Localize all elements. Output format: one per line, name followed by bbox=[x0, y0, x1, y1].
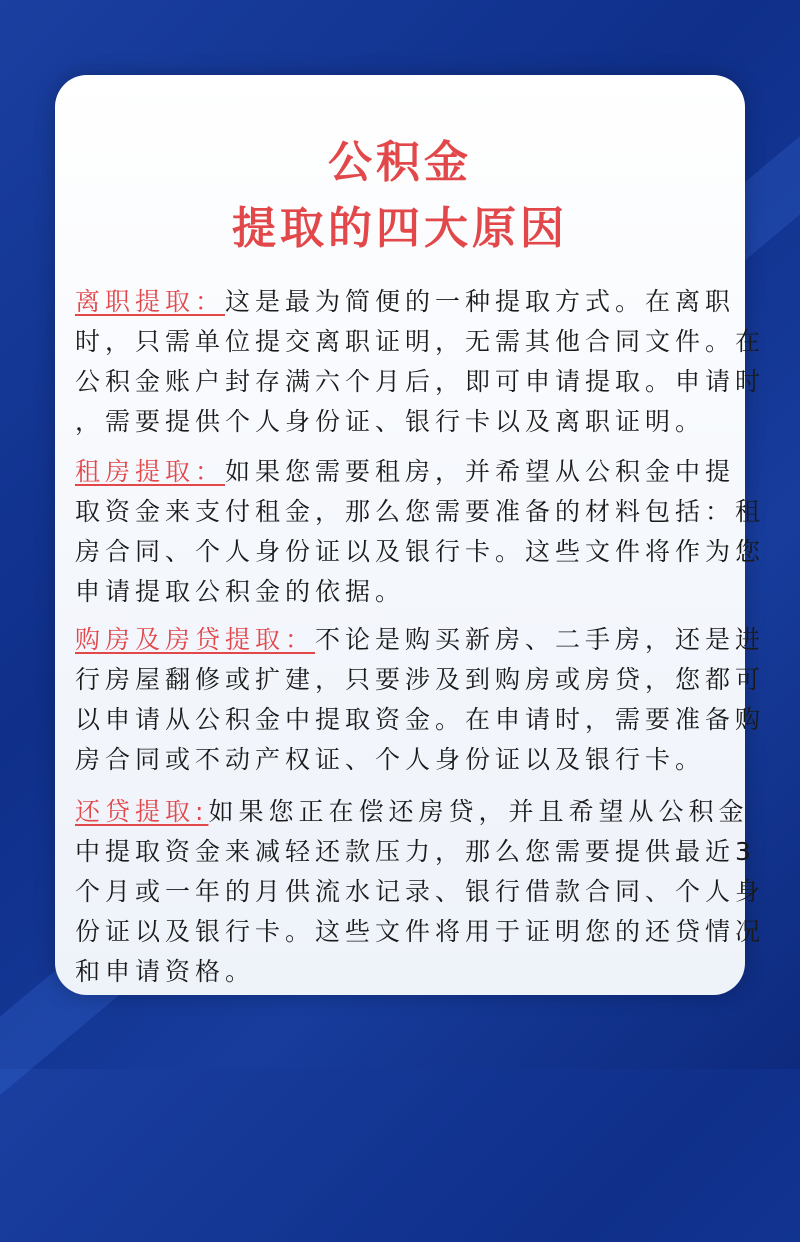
section-repayment bbox=[75, 792, 766, 992]
section-label: 租房提取： bbox=[75, 457, 226, 486]
section-label: 还贷提取: bbox=[75, 797, 209, 826]
paragraph-text: 这是最为简便的一种提取方式。在离职 bbox=[225, 287, 736, 316]
paragraph-text: 申请提取公积金的依据。 bbox=[75, 577, 406, 606]
paragraph-text: 公积金账户封存满六个月后，即可申请提取。申请时 bbox=[75, 367, 766, 396]
paragraph-text: 和申请资格。 bbox=[75, 957, 256, 986]
section-resignation bbox=[75, 282, 766, 442]
paragraph-line bbox=[75, 832, 756, 872]
paragraph-line bbox=[75, 620, 766, 660]
paragraph-text: ，需要提供个人身份证、银行卡以及离职证明。 bbox=[75, 407, 706, 436]
paragraph-text: 如果您正在偿还房贷，并且希望从公积金 bbox=[208, 797, 749, 826]
paragraph-text: 取资金来支付租金，那么您需要准备的材料包括：租 bbox=[75, 497, 766, 526]
section-label: 购房及房贷提取： bbox=[75, 625, 316, 654]
paragraph-line bbox=[75, 792, 749, 832]
paragraph-text: 房合同、个人身份证以及银行卡。这些文件将作为您 bbox=[75, 537, 766, 566]
page-title-line1: 公积金 bbox=[328, 137, 472, 188]
paragraph-line bbox=[75, 452, 735, 492]
paragraph-text: 时，只需单位提交离职证明，无需其他合同文件。在 bbox=[75, 327, 766, 356]
section-rental bbox=[75, 452, 766, 612]
paragraph-text: 中提取资金来减轻还款压力，那么您需要提供最近3 bbox=[75, 837, 756, 866]
paragraph-line bbox=[75, 362, 766, 402]
paragraph-text: 行房屋翻修或扩建，只要涉及到购房或房贷，您都可 bbox=[75, 665, 766, 694]
paragraph-line bbox=[75, 700, 766, 740]
paragraph-line bbox=[75, 282, 735, 322]
paragraph-text: 份证以及银行卡。这些文件将用于证明您的还贷情况 bbox=[75, 917, 766, 946]
section-label: 离职提取： bbox=[75, 287, 226, 316]
paragraph-line bbox=[75, 952, 735, 992]
paragraph-line bbox=[75, 402, 735, 442]
section-purchase bbox=[75, 620, 766, 780]
paragraph-text: 房合同或不动产权证、个人身份证以及银行卡。 bbox=[75, 745, 706, 774]
paragraph-line bbox=[75, 912, 766, 952]
paragraph-line bbox=[75, 660, 766, 700]
paragraph-line bbox=[75, 872, 766, 912]
paragraph-line bbox=[75, 532, 766, 572]
paragraph-text: 个月或一年的月供流水记录、银行借款合同、个人身 bbox=[75, 877, 766, 906]
paragraph-text: 不论是购买新房、二手房，还是进 bbox=[315, 625, 766, 654]
page-title-line2: 提取的四大原因 bbox=[232, 203, 568, 254]
paragraph-line bbox=[75, 740, 735, 780]
paragraph-text: 如果您需要租房，并希望从公积金中提 bbox=[225, 457, 736, 486]
paragraph-text: 以申请从公积金中提取资金。在申请时，需要准备购 bbox=[75, 705, 766, 734]
paragraph-line bbox=[75, 572, 735, 612]
paragraph-line bbox=[75, 322, 766, 362]
paragraph-line bbox=[75, 492, 766, 532]
